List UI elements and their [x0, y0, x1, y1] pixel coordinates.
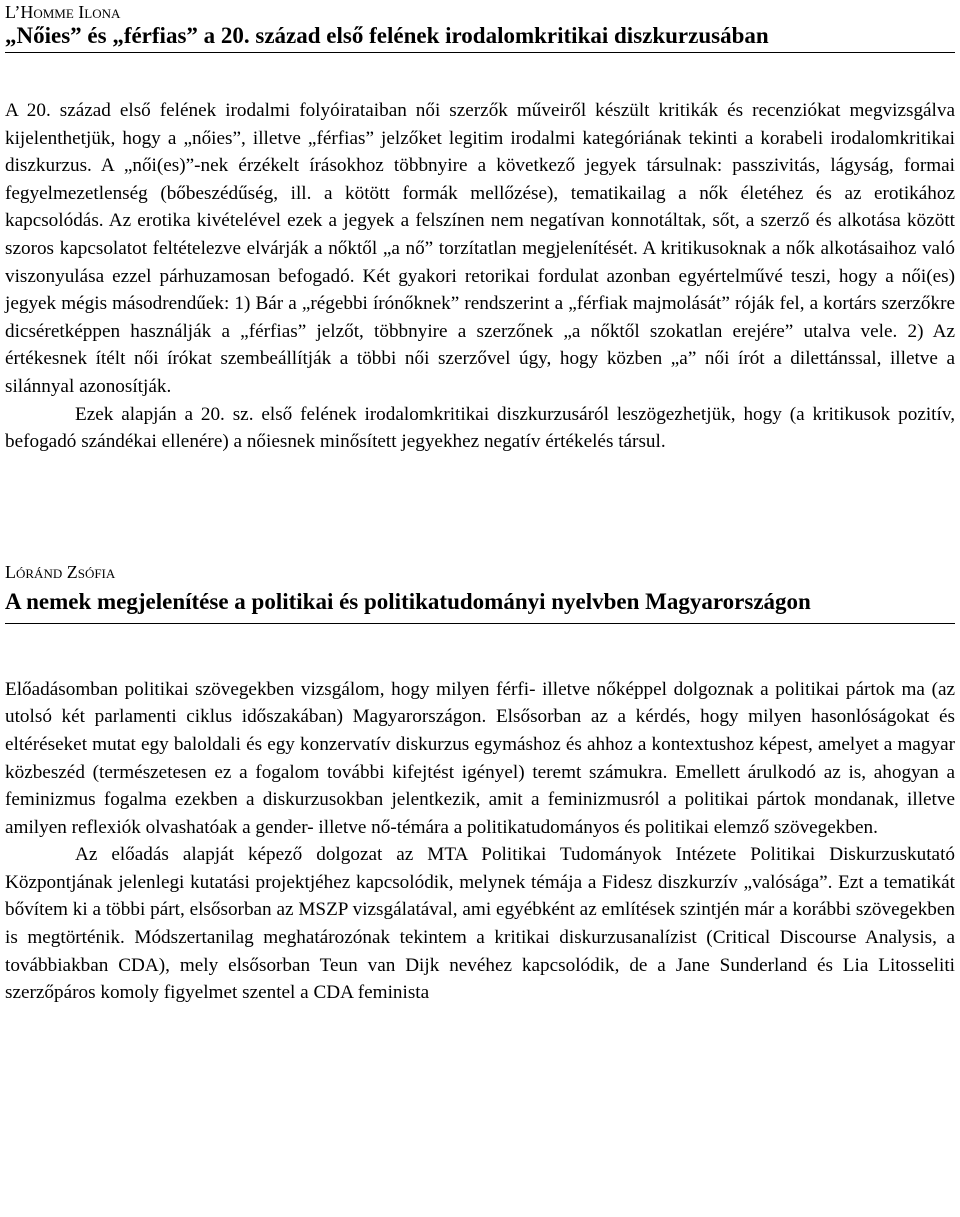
abstract-section-lorand	[5, 560, 955, 1007]
abstract-title: A nemek megjelenítése a politikai és politikatudományi nyelvben Magyarországon	[5, 588, 811, 614]
abstract-paragraph: Az előadás alapját képező dolgozat az MTA Politikai Tudományok Intézete Politikai Diskurzuskutató Központjának jelenlegi kutatási projektjéhez kapcsolódik, melynek témája a Fidesz diszkurzív „valósága”. Ezt a tematikát bővítem ki a többi párt, elsősorban az MSZP vizsgálatával, ami egyébként az említések szintjén már a korábbi szövegekben is megtörténik. Módszertanilag meghatározónak tekintem a kritikai diskurzusanalízist (Critical Discourse Analysis, a továbbiakban CDA), mely elsősorban Teun van Dijk nevéhez kapcsolódik, de a Jane Sunderland és Lia Litosseliti szerzőpáros komoly figyelmet szentel a CDA feminista	[5, 844, 955, 1004]
abstract-title: „Nőies” és „férfias” a 20. század első felének irodalomkritikai diszkurzusában	[5, 23, 769, 48]
abstract-paragraph: A 20. század első felének irodalmi folyóirataiban női szerzők műveiről készült kritikák és recenziókat megvizsgálva kijelenthetjük, hogy a „nőies”, illetve „férfias” jelzőket legitim irodalmi kategóriának tekinti a korabeli irodalomkritikai diszkurzus. A „női(es)”-nek érzékelt írásokhoz többnyire a következő jegyek társulnak: passzivitás, lágyság, formai fegyelmezetlenség (bőbeszédűség, ill. a kötött formák mellőzése), tematikailag a nők életéhez és az erotikához kapcsolódás. Az erotika kivételével ezek a jegyek a felszínen nem negatívan konnotáltak, sőt, a szerző és alkotása között szoros kapcsolatot feltételezve elvárják a nőktől „a nő” torzítatlan megjelenítését. A kritikusoknak a nők alkotásaihoz való viszonyulása ezzel párhuzamosan befogadó. Két gyakori retorikai fordulat azonban egyértelművé teszi, hogy a női(es) jegyek mégis másodrendűek: 1) Bár a „régebbi írónőknek” rendszerint a „férfiak majmolását” róják fel, a kortárs szerzőkre dicséretképpen használják a „férfias” jelzőt, többnyire a szerzőnek „a nőktől szokatlan erejére” utalva vele. 2) Az értékesnek ítélt női írókat szembeállítják a többi női szerzővel úgy, hogy közben „a” női írót a dilettánssal, illetve a silánnyal azonosítják.	[5, 100, 955, 397]
abstract-section-lhomme	[5, 0, 955, 456]
author-name: Lóránd Zsófia	[5, 561, 116, 582]
author-name: L’Homme Ilona	[5, 2, 121, 22]
title-divider	[5, 623, 955, 624]
document-page	[5, 0, 955, 1007]
abstract-body	[5, 97, 955, 456]
title-divider	[5, 52, 955, 53]
abstract-paragraph: Ezek alapján a 20. sz. első felének irodalomkritikai diszkurzusáról leszögezhetjük, hogy (a kritikusok pozitív, befogadó szándékai ellenére) a nőiesnek minősített jegyekhez negatív értékelés társul.	[5, 403, 955, 453]
abstract-paragraph: Előadásomban politikai szövegekben vizsgálom, hogy milyen férfi- illetve nőképpel dolgoznak a politikai pártok ma (az utolsó két parlamenti ciklus időszakában) Magyarországon. Elsősorban az a kérdés, hogy milyen hasonlóságokat és eltéréseket mutat egy baloldali és egy konzervatív diskurzus egymáshoz és ahhoz a kontextushoz képest, amelyet a magyar közbeszéd (természetesen ez a fogalom további kifejtést igényel) teremt számukra. Emellett árulkodó az is, ahogyan a feminizmus fogalma ezekben a diskurzusokban jelentkezik, amit a feminizmusról a politikai pártok mondanak, illetve amilyen reflexiók olvashatóak a gender- illetve nő-témára a politikatudományos és politikai elemző szövegekben.	[5, 678, 955, 838]
abstract-body	[5, 676, 955, 1007]
